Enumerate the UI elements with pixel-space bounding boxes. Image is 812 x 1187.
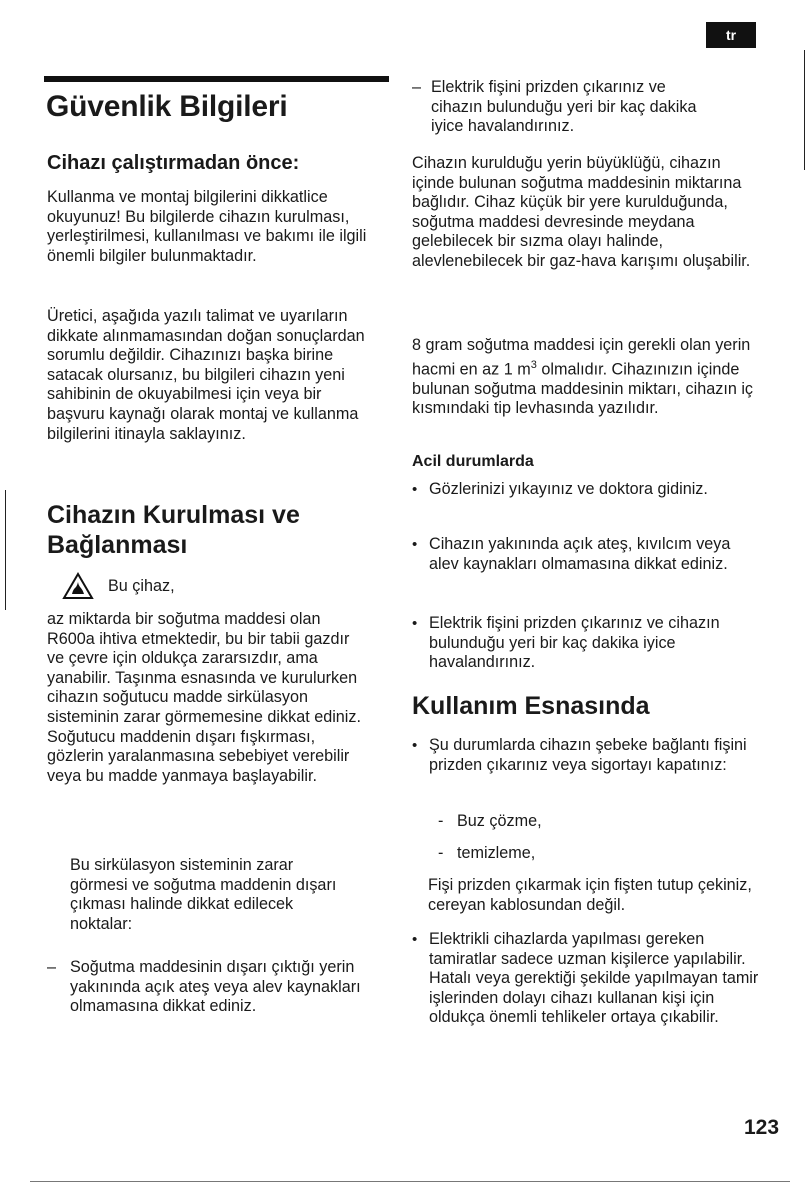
manufacturer-paragraph: Üretici, aşağıda yazılı talimat ve uyarıların dikkate alınmamasından doğan sonuçlardan sorumlu değildir. Cihazınızı başka birine satacak olursanız, bu bilgileri cihazın yeni sahibinin de okuyabilmesi için veya bir başvuru kaynağı olarak montaj ve kullanma bilgilerini itinayla saklayınız. — [47, 307, 365, 443]
section-title: Güvenlik Bilgileri — [46, 90, 288, 123]
damage-notes-paragraph: Bu sirkülasyon sisteminin zarar görmesi ve soğutma maddenin dışarı çıkması halinde dikkat edilecek noktalar: — [70, 856, 337, 933]
dash-marker: – — [412, 78, 422, 96]
volume-paragraph: 8 gram soğutma maddesi için gerekli olan yerin hacmi en az 1 $m^3$ olmalıdır. Cihazınızın içinde bulunan soğutma maddesinin miktarı, cihazın iç kısmındaki tip levhasında yazılıdır. — [412, 336, 754, 418]
bottom-edge-line — [30, 1181, 790, 1182]
warning-icon — [62, 572, 94, 600]
language-tab: tr — [706, 22, 756, 48]
warning-text: Bu çihaz, — [108, 576, 175, 595]
dash-marker: – — [47, 958, 57, 976]
intro-paragraph: Kullanma ve montaj bilgilerini dikkatlice okuyunuz! Bu bilgilerde cihazın kurulması, yerleştirilmesi, kullanılması ve bakımı ile ilgili önemli bilgiler bulunmaktadır. — [47, 188, 367, 265]
emergency-heading: Acil durumlarda — [412, 453, 534, 470]
installation-title: Cihazın Kurulması ve Bağlanması — [47, 501, 300, 559]
superscript: 3 — [530, 358, 537, 371]
subsection-title: Cihazı çalıştırmadan önce: — [47, 152, 300, 174]
usage-title: Kullanım Esnasında — [412, 692, 650, 720]
left-edge-line — [5, 490, 6, 610]
unplug-paragraph: Fişi prizden çıkarmak için fişten tutup çekiniz, cereyan kablosundan değil. — [428, 876, 752, 914]
room-size-paragraph: Cihazın kurulduğu yerin büyüklüğü, cihazın içinde bulunan soğutma maddesinin miktarına bağlıdır. Cihaz küçük bir yere kurulduğunda, soğutma maddesi devresinde meydana gelebilecek bir sızma olayı halinde, alevlenebilecek bir gaz-hava karışımı oluşabilir. — [412, 154, 751, 270]
page-number: 123 — [744, 1116, 780, 1139]
refrigerant-paragraph: az miktarda bir soğutma maddesi olan R600a ihtiva etmektedir, bu bir tabii gazdır ve çevre için oldukça zararsızdır, ama yanabilir. Taşınma esnasında ve kurulurken cihazın soğutucu madde sirkülasyon sisteminin zarar görmemesine dikkat ediniz. Soğutucu maddenin dışarı fışkırması, gözlerin yaralanmasına sebebiyet verebilir veya bu madde yanmaya başlayabilir. — [47, 610, 361, 785]
title-rule — [44, 76, 389, 82]
right-edge-line — [804, 50, 805, 170]
warning-line — [62, 572, 175, 600]
